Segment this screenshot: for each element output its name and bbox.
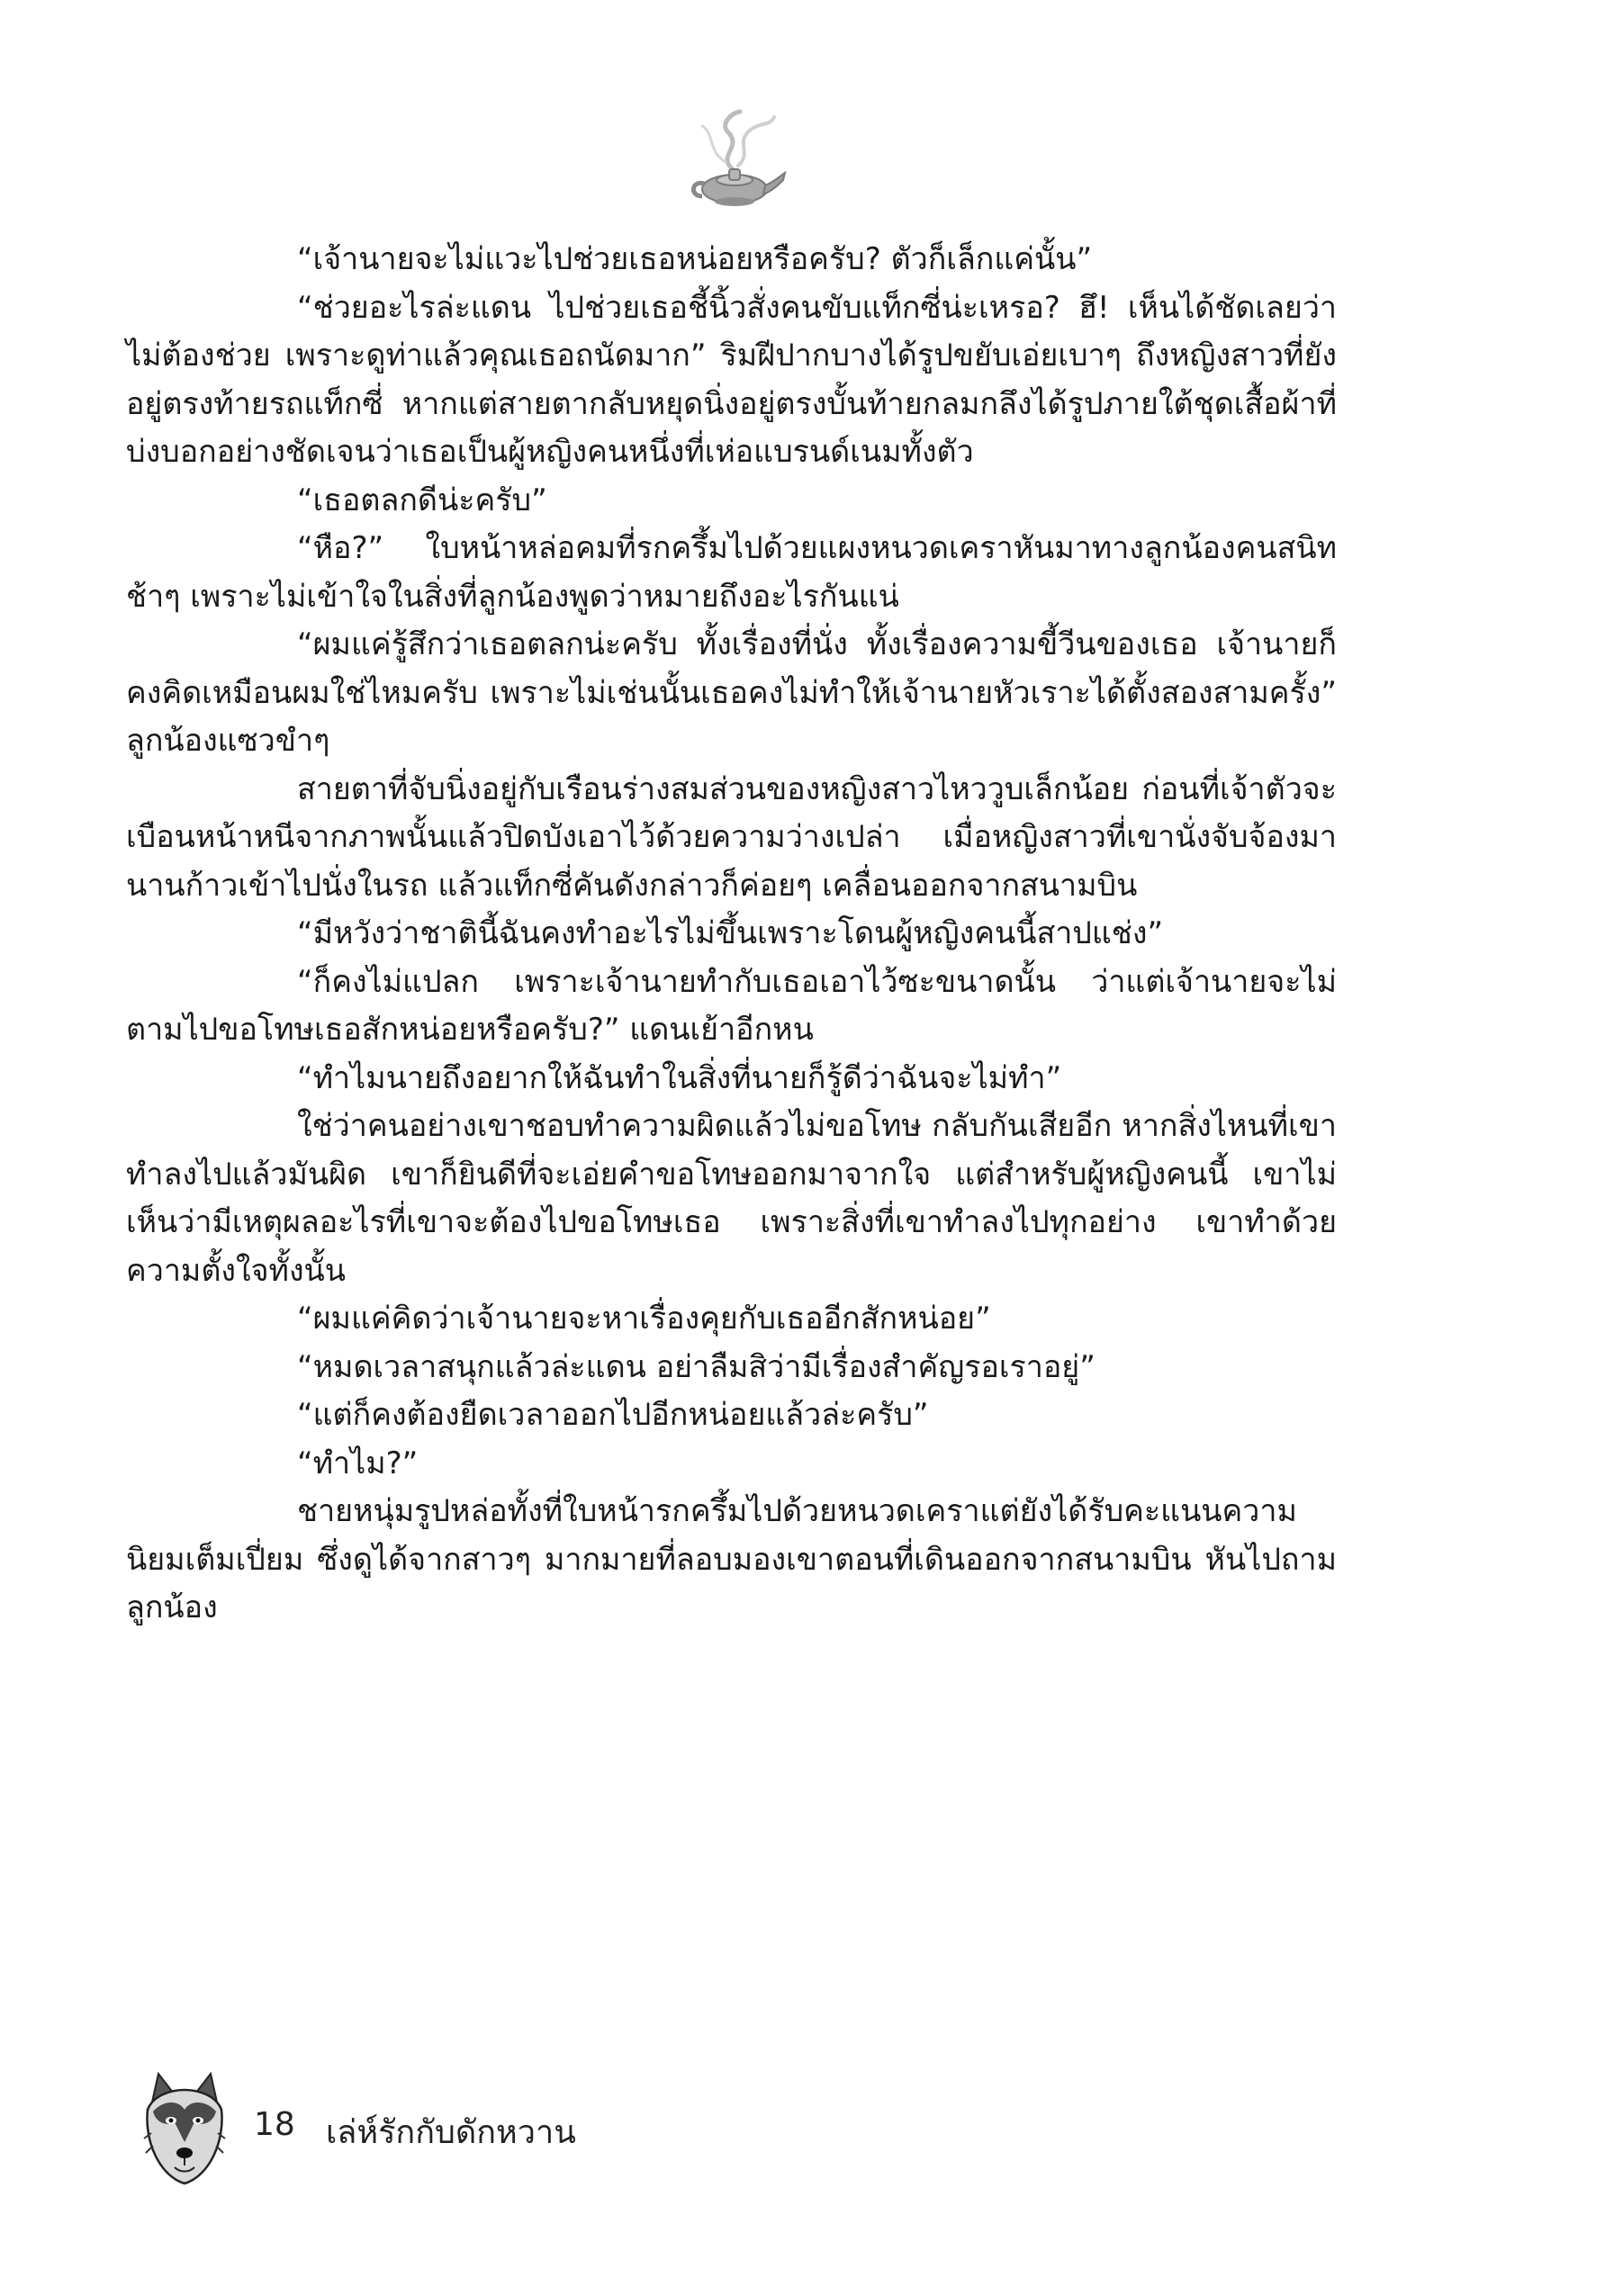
story-text <box>126 236 1337 1633</box>
paragraph: “ผมแค่รู้สึกว่าเธอตลกน่ะครับ ทั้งเรื่องที่นั่ง ทั้งเรื่องความขี้วีนของเธอ เจ้านายก็คงคิดเหมือนผมใช่ไหมครับ เพราะไม่เช่นนั้นเธอคงไม่ทำให้เจ้านายหัวเราะได้ตั้งสองสามครั้ง” ลูกน้องแซวขำๆ <box>126 626 1337 759</box>
paragraph: “ผมแค่คิดว่าเจ้านายจะหาเรื่องคุยกับเธออีกสักหน่อย” <box>297 1301 991 1337</box>
page-number: 18 <box>254 2106 295 2143</box>
book-title: เล่ห์รักกับดักหวาน <box>326 2114 576 2151</box>
paragraph: “ก็คงไม่แปลก เพราะเจ้านายทำกับเธอเอาไว้ซะขนาดนั้น ว่าแต่เจ้านายจะไม่ตามไปขอโทษเธอสักหน่อยหรือครับ?” แดนเย้าอีกหน <box>126 963 1337 1048</box>
paragraph: “หมดเวลาสนุกแล้วล่ะแดน อย่าลืมสิว่ามีเรื่องสำคัญรอเราอยู่” <box>297 1348 1096 1385</box>
paragraph: “ทำไม?” <box>297 1445 419 1481</box>
paragraph: ชายหนุ่มรูปหล่อทั้งที่ใบหน้ารกครึ้มไปด้วยหนวดเคราแต่ยังได้รับคะแนนความนิยมเต็มเปี่ยม ซึ่งดูได้จากสาวๆ มากมายที่ลอบมองเขาตอนที่เดินออกจากสนามบิน หันไปถามลูกน้อง <box>126 1493 1337 1625</box>
paragraph: “ช่วยอะไรล่ะแดน ไปช่วยเธอชี้นิ้วสั่งคนขับแท็กซี่น่ะเหรอ? ฮึ! เห็นได้ชัดเลยว่าไม่ต้องช่วย เพราะดูท่าแล้วคุณเธอถนัดมาก” ริมฝีปากบางได้รูปขยับเอ่ยเบาๆ ถึงหญิงสาวที่ยังอยู่ตรงท้ายรถแท็กซี่ หากแต่สายตากลับหยุดนิ่งอยู่ตรงบั้นท้ายกลมกลึงได้รูปภายใต้ชุดเสื้อผ้าที่บ่งบอกอย่างชัดเจนว่าเธอเป็นผู้หญิงคนหนึ่งที่เห่อแบรนด์เนมทั้งตัว <box>126 289 1337 470</box>
paragraph: “เธอตลกดีน่ะครับ” <box>297 482 547 518</box>
husky-dog-icon <box>135 2070 234 2187</box>
paragraph: ใช่ว่าคนอย่างเขาชอบทำความผิดแล้วไม่ขอโทษ กลับกันเสียอีก หากสิ่งไหนที่เขาทำลงไปแล้วมันผิด เขาก็ยินดีที่จะเอ่ยคำขอโทษออกมาจากใจ แต่สำหรับผู้หญิงคนนี้ เขาไม่เห็นว่ามีเหตุผลอะไรที่เขาจะต้องไปขอโทษเธอ เพราะสิ่งที่เขาทำลงไปทุกอย่าง เขาทำด้วยความตั้งใจทั้งนั้น <box>126 1108 1337 1289</box>
paragraph: “เจ้านายจะไม่แวะไปช่วยเธอหน่อยหรือครับ? ตัวก็เล็กแค่นั้น” <box>297 241 1093 277</box>
paragraph: “มีหวังว่าชาตินี้ฉันคงทำอะไรไม่ขึ้นเพราะโดนผู้หญิงคนนี้สาปแช่ง” <box>297 915 1164 951</box>
paragraph: “ทำไมนายถึงอยากให้ฉันทำในสิ่งที่นายก็รู้ดีว่าฉันจะไม่ทำ” <box>297 1059 1062 1096</box>
paragraph: “แต่ก็คงต้องยืดเวลาออกไปอีกหน่อยแล้วล่ะครับ” <box>297 1397 929 1433</box>
teapot-lamp-icon <box>681 106 789 210</box>
page-footer <box>135 2070 765 2187</box>
paragraph: สายตาที่จับนิ่งอยู่กับเรือนร่างสมส่วนของหญิงสาวไหววูบเล็กน้อย ก่อนที่เจ้าตัวจะเบือนหน้าหนีจากภาพนั้นแล้วปิดบังเอาไว้ด้วยความว่างเปล่า เมื่อหญิงสาวที่เขานั่งจับจ้องมานานก้าวเข้าไปนั่งในรถ แล้วแท็กซี่คันดังกล่าวก็ค่อยๆ เคลื่อนออกจากสนามบิน <box>126 770 1337 904</box>
paragraph: “หือ?” ใบหน้าหล่อคมที่รกครึ้มไปด้วยแผงหนวดเคราหันมาทางลูกน้องคนสนิทช้าๆ เพราะไม่เข้าใจในสิ่งที่ลูกน้องพูดว่าหมายถึงอะไรกันแน่ <box>126 530 1337 615</box>
